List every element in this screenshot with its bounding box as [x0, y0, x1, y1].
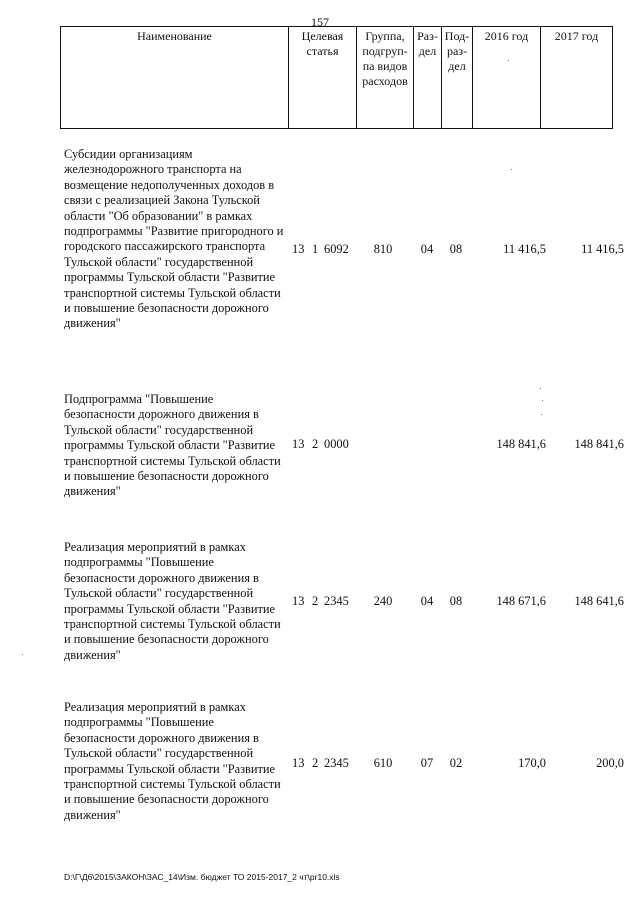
header-name: Наименование — [61, 27, 289, 129]
scan-speck — [511, 169, 512, 170]
section: 07 — [420, 756, 434, 770]
file-path-footer: D:\Г\Д6\2015\ЗАКОН\ЗАС_14\Изм. бюджет ТО 2015-2017_2 чт\pr10.xls — [64, 872, 340, 882]
cs2: 2 — [312, 594, 319, 608]
value-2017: 148 641,6 — [574, 594, 624, 608]
row-name: Подпрограмма "Повышение безопасности дорожного движения в Тульской области" государственной программы Тульской области "Развитие транспортной системы Тульской области и повышение безопасности дорожного движения" — [64, 392, 281, 499]
header-target-article: Целевая статья — [289, 27, 357, 129]
scan-speck — [541, 414, 542, 415]
cs3: 6092 — [324, 242, 349, 256]
cs3: 2345 — [324, 756, 349, 770]
value-2016: 148 671,6 — [496, 594, 546, 608]
group: 610 — [373, 756, 393, 770]
cs3: 0000 — [324, 437, 349, 451]
value-2016: 148 841,6 — [496, 437, 546, 451]
cs1: 13 — [292, 594, 305, 608]
table-header — [60, 26, 613, 129]
cs1: 13 — [292, 756, 305, 770]
header-subsection: Под-раз-дел — [442, 27, 473, 129]
header-year-2016: 2016 год — [473, 27, 541, 129]
cs3: 2345 — [324, 594, 349, 608]
cs1: 13 — [292, 437, 305, 451]
row-name: Субсидии организациям железнодорожного транспорта на возмещение недополученных доходов в связи с реализацией Закона Тульской области "Об образовании" в рамках подпрограммы "Развитие пригородного и городского пассажирского транспорта Тульской области" государственной программы Тульской области "Развитие транспортной системы Тульской области и повышение безопасности дорожного движения" — [64, 147, 284, 331]
scan-speck — [542, 400, 543, 401]
page-number: 157 — [311, 15, 329, 29]
value-2016: 11 416,5 — [503, 242, 546, 256]
subsection: 08 — [449, 594, 463, 608]
scan-speck — [508, 60, 509, 61]
row-name: Реализация мероприятий в рамках подпрограммы "Повышение безопасности дорожного движения в Тульской области" государственной программы Тульской области "Развитие транспортной системы Тульской области и повышение безопасности дорожного движения" — [64, 540, 281, 662]
cs1: 13 — [292, 242, 305, 256]
scan-speck — [540, 388, 541, 389]
header-year-2017: 2017 год — [541, 27, 613, 129]
cs2: 2 — [312, 756, 319, 770]
cs2: 1 — [312, 242, 319, 256]
value-2016: 170,0 — [518, 756, 546, 770]
group: 810 — [373, 242, 393, 256]
row-name: Реализация мероприятий в рамках подпрограммы "Повышение безопасности дорожного движения в Тульской области" государственной программы Тульской области "Развитие транспортной системы Тульской области и повышение безопасности дорожного движения" — [64, 700, 281, 822]
scan-speck — [22, 654, 23, 655]
group: 240 — [373, 594, 393, 608]
value-2017: 11 416,5 — [581, 242, 624, 256]
header-group: Группа, подгруп-па видов расходов — [357, 27, 414, 129]
section: 04 — [420, 242, 434, 256]
value-2017: 148 841,6 — [574, 437, 624, 451]
section: 04 — [420, 594, 434, 608]
subsection: 08 — [449, 242, 463, 256]
value-2017: 200,0 — [596, 756, 624, 770]
cs2: 2 — [312, 437, 319, 451]
header-section: Раз-дел — [414, 27, 442, 129]
subsection: 02 — [449, 756, 463, 770]
